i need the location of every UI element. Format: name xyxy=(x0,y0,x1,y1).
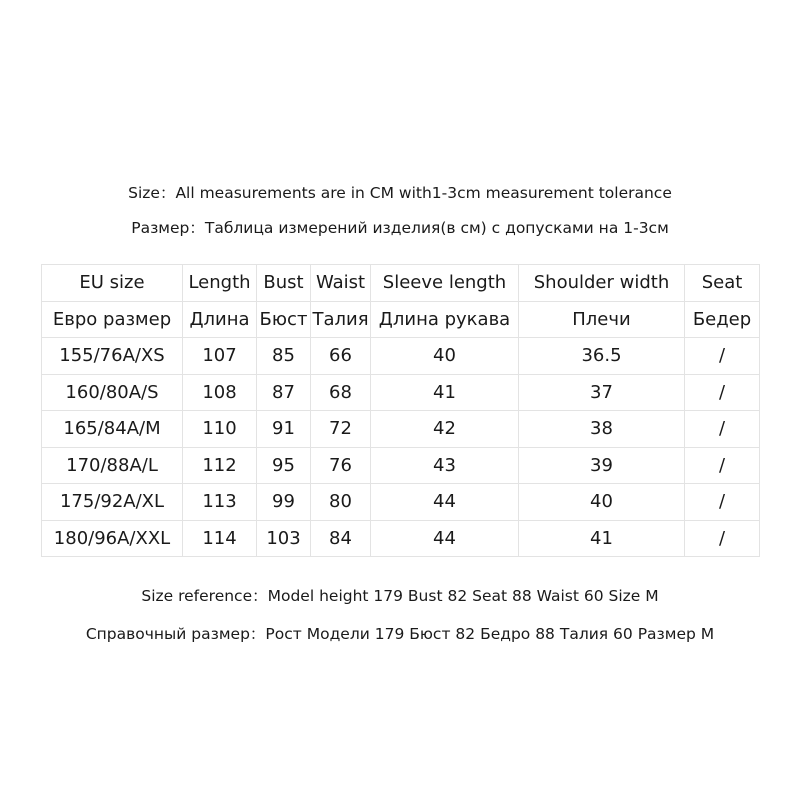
table-row xyxy=(42,411,760,448)
table-cell: 38 xyxy=(519,411,685,448)
table-cell: 68 xyxy=(311,374,371,411)
table-cell: 180/96A/XXL xyxy=(42,520,183,557)
table-cell: 37 xyxy=(519,374,685,411)
header-cell: Евро размер xyxy=(42,301,183,338)
table-cell: 72 xyxy=(311,411,371,448)
table-cell: / xyxy=(685,520,760,557)
table-cell: 41 xyxy=(371,374,519,411)
table-cell: 76 xyxy=(311,447,371,484)
table-row xyxy=(42,484,760,521)
header-cell: Талия xyxy=(311,301,371,338)
table-cell: 39 xyxy=(519,447,685,484)
table-cell: 103 xyxy=(257,520,311,557)
table-cell: 84 xyxy=(311,520,371,557)
table-cell: / xyxy=(685,338,760,375)
table-cell: 165/84A/M xyxy=(42,411,183,448)
header-cell: Bust xyxy=(257,265,311,302)
size-table xyxy=(41,264,760,557)
header-cell: Длина xyxy=(183,301,257,338)
table-cell: 44 xyxy=(371,484,519,521)
table-cell: 95 xyxy=(257,447,311,484)
header-cell: Sleeve length xyxy=(371,265,519,302)
table-cell: 175/92A/XL xyxy=(42,484,183,521)
size-reference-english: Size reference：Model height 179 Bust 82 Seat 88 Waist 60 Size M xyxy=(141,587,659,605)
table-row xyxy=(42,520,760,557)
table-cell: 41 xyxy=(519,520,685,557)
table-row xyxy=(42,338,760,375)
size-reference-russian: Справочный размер：Рост Модели 179 Бюст 82 Бедро 88 Талия 60 Размер M xyxy=(85,625,715,643)
table-cell: 108 xyxy=(183,374,257,411)
table-cell: 40 xyxy=(519,484,685,521)
table-cell: / xyxy=(685,411,760,448)
table-cell: 91 xyxy=(257,411,311,448)
table-cell: 80 xyxy=(311,484,371,521)
table-cell: 160/80A/S xyxy=(42,374,183,411)
table-cell: 170/88A/L xyxy=(42,447,183,484)
header-cell: Waist xyxy=(311,265,371,302)
table-cell: / xyxy=(685,484,760,521)
header-cell: Seat xyxy=(685,265,760,302)
header-cell: Бюст xyxy=(257,301,311,338)
table-cell: 66 xyxy=(311,338,371,375)
header-cell: Length xyxy=(183,265,257,302)
header-cell: Длина рукава xyxy=(371,301,519,338)
table-cell: 87 xyxy=(257,374,311,411)
table-cell: 42 xyxy=(371,411,519,448)
table-cell: / xyxy=(685,447,760,484)
intro-russian: Размер：Таблица измерений изделия(в см) с допусками на 1-3см xyxy=(131,219,669,237)
table-row xyxy=(42,447,760,484)
header-cell: Плечи xyxy=(519,301,685,338)
table-cell: 155/76A/XS xyxy=(42,338,183,375)
table-cell: 85 xyxy=(257,338,311,375)
table-cell: 40 xyxy=(371,338,519,375)
table-cell: 36.5 xyxy=(519,338,685,375)
table-cell: 113 xyxy=(183,484,257,521)
header-row-english xyxy=(42,265,760,302)
table-cell: 110 xyxy=(183,411,257,448)
header-row-russian xyxy=(42,301,760,338)
header-cell: Бедер xyxy=(685,301,760,338)
table-cell: 99 xyxy=(257,484,311,521)
header-cell: EU size xyxy=(42,265,183,302)
intro-english: Size：All measurements are in CM with1-3cm measurement tolerance xyxy=(128,184,672,202)
table-cell: 44 xyxy=(371,520,519,557)
table-cell: 107 xyxy=(183,338,257,375)
table-cell: / xyxy=(685,374,760,411)
table-cell: 43 xyxy=(371,447,519,484)
table-cell: 114 xyxy=(183,520,257,557)
table-row xyxy=(42,374,760,411)
table-cell: 112 xyxy=(183,447,257,484)
header-cell: Shoulder width xyxy=(519,265,685,302)
